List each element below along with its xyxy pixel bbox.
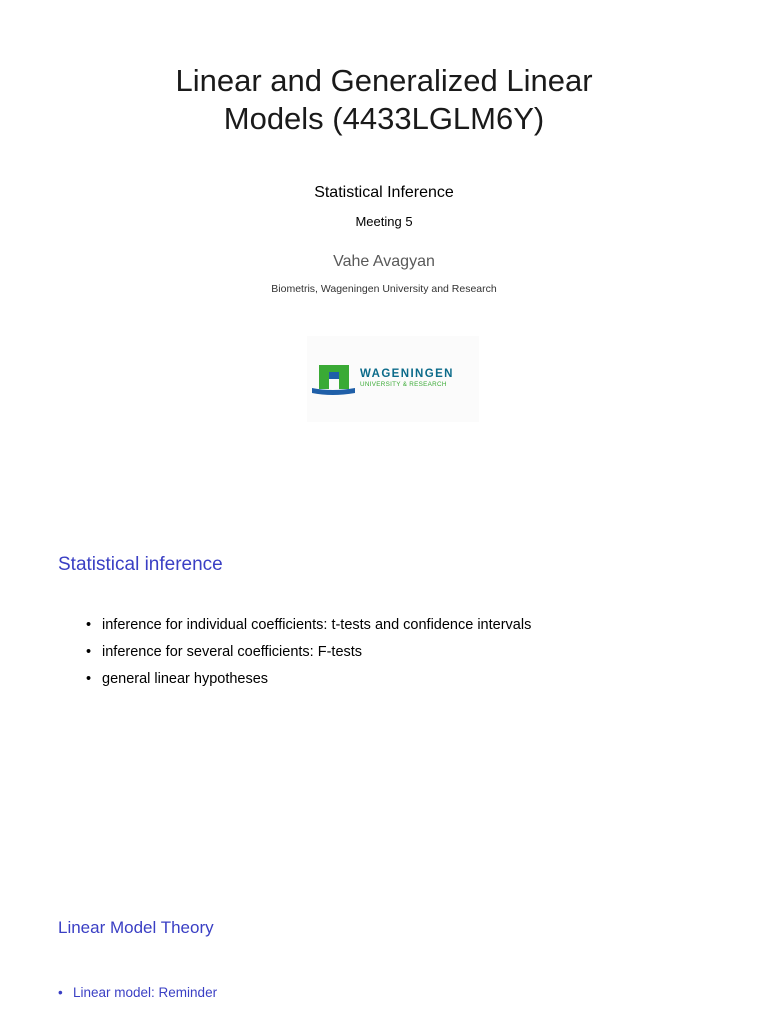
bullet-icon: • — [58, 985, 63, 1000]
list-item — [86, 666, 531, 693]
list-item — [86, 612, 531, 639]
title-line-1: Linear and Generalized Linear — [175, 63, 593, 98]
bullet-icon: • — [86, 617, 92, 633]
meeting-label: Meeting 5 — [355, 214, 413, 229]
presentation-subtitle: Statistical Inference — [314, 184, 454, 201]
bullet-icon: • — [86, 644, 92, 660]
wageningen-logo — [307, 336, 479, 422]
list-item-text: Linear model: Reminder — [73, 985, 218, 1000]
slide-heading: Linear Model Theory — [58, 918, 214, 937]
presentation-title — [0, 62, 768, 138]
author-name: Vahe Avagyan — [333, 253, 435, 270]
slide-heading: Statistical inference — [58, 554, 223, 575]
list-item — [86, 639, 531, 666]
wageningen-logo-icon — [307, 336, 479, 422]
inference-slide — [0, 540, 768, 870]
list-item — [58, 982, 217, 1004]
list-item-text: inference for several coefficients: F-tests — [102, 644, 363, 660]
theory-slide — [0, 900, 768, 1024]
bullet-list — [58, 982, 217, 1004]
bullet-icon: • — [86, 671, 92, 687]
title-slide — [0, 0, 768, 500]
bullet-list — [86, 612, 531, 693]
logo-name: WAGENINGEN — [360, 368, 454, 380]
logo-tagline: UNIVERSITY & RESEARCH — [360, 381, 447, 388]
list-item-text: general linear hypotheses — [102, 671, 269, 687]
author-affiliation: Biometris, Wageningen University and Research — [271, 283, 497, 295]
list-item-text: inference for individual coefficients: t-tests and confidence intervals — [102, 617, 532, 633]
title-line-2: Models (4433LGLM6Y) — [223, 101, 545, 136]
